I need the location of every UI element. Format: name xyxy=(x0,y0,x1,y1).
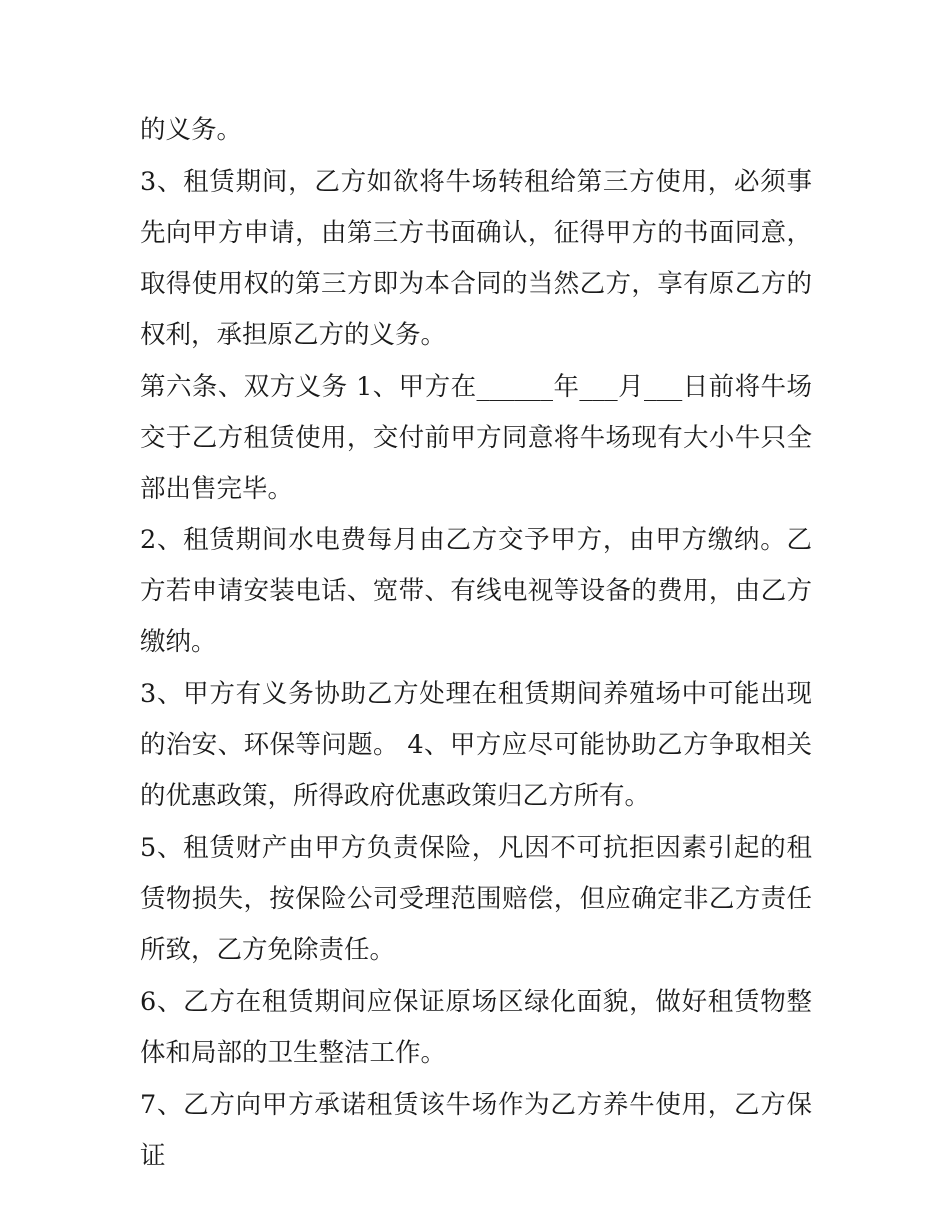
paragraph-article-6-7: 7、乙方向甲方承诺租赁该牛场作为乙方养牛使用，乙方保证 xyxy=(140,1089,812,1171)
paragraph-article-6-1: 第六条、双方义务 1、甲方在______年___月___日前将牛场交于乙方租赁使用，交付前甲方同意将牛场现有大小牛只全部出售完毕。 xyxy=(140,371,812,504)
paragraph-article-6-3-4: 3、甲方有义务协助乙方处理在租赁期间养殖场中可能出现的治安、环保等问题。 4、甲方应尽可能协助乙方争取相关的优惠政策，所得政府优惠政策归乙方所有。 xyxy=(140,679,812,812)
paragraph-continuation: 的义务。 xyxy=(140,115,243,145)
document-body xyxy=(140,105,812,1182)
paragraph-article-6-2: 2、租赁期间水电费每月由乙方交予甲方，由甲方缴纳。乙方若申请安装电话、宽带、有线电视等设备的费用，由乙方缴纳。 xyxy=(140,525,812,658)
paragraph-clause-5-3: 3、租赁期间，乙方如欲将牛场转租给第三方使用，必须事先向甲方申请，由第三方书面确认，征得甲方的书面同意，取得使用权的第三方即为本合同的当然乙方，享有原乙方的权利，承担原乙方的义务。 xyxy=(140,166,812,350)
paragraph-article-6-6: 6、乙方在租赁期间应保证原场区绿化面貌，做好租赁物整体和局部的卫生整洁工作。 xyxy=(140,986,812,1068)
paragraph-article-6-5: 5、租赁财产由甲方负责保险，凡因不可抗拒因素引起的租赁物损失，按保险公司受理范围赔偿，但应确定非乙方责任所致，乙方免除责任。 xyxy=(140,832,812,965)
